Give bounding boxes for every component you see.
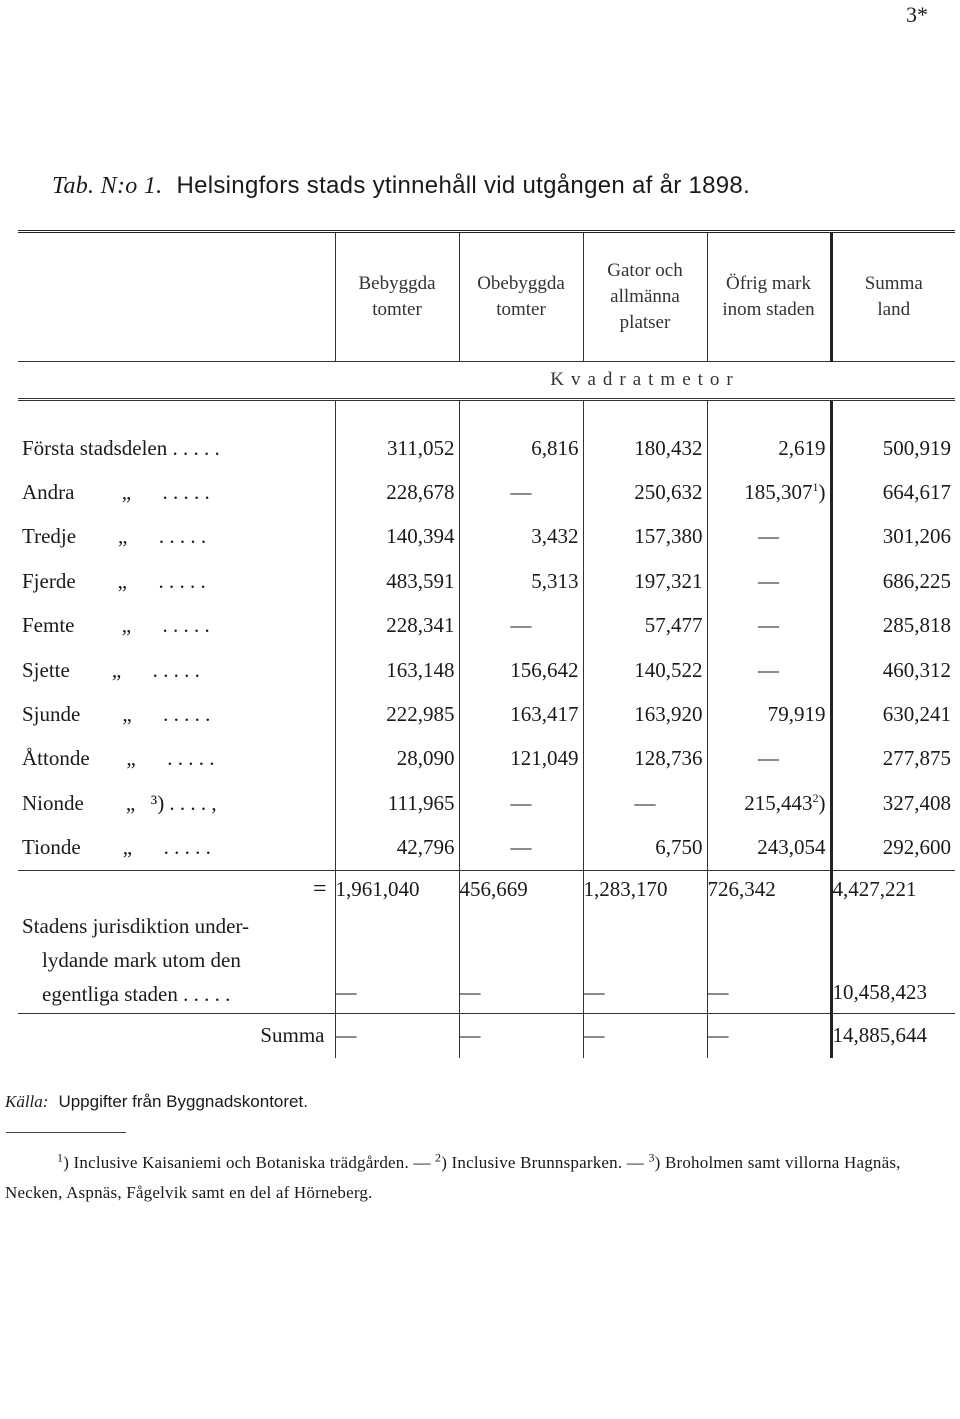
table-cell: — xyxy=(583,909,707,1014)
table-cell: 10,458,423 xyxy=(831,909,955,1014)
table-cell: 140,522 xyxy=(583,648,707,692)
table-row xyxy=(18,559,955,603)
header-obebyggda xyxy=(459,232,583,362)
sum-row xyxy=(18,870,955,909)
header-text: Summa land xyxy=(864,273,923,320)
footnote-2-mark: 2 xyxy=(435,1150,442,1165)
row-label: Femte „ . . . . . xyxy=(22,613,210,638)
header-blank xyxy=(18,232,335,362)
table-cell: 311,052 xyxy=(335,426,459,470)
source-text: Uppgifter från Byggnadskontoret. xyxy=(58,1092,308,1111)
page-number: 3* xyxy=(906,2,928,27)
table-cell: — xyxy=(583,781,707,825)
header-text: Obebyggda tomter xyxy=(477,273,565,320)
footnote-2-text: Inclusive Brunnsparken. — xyxy=(451,1153,644,1172)
area-table xyxy=(18,230,955,1058)
table-cell: 1,961,040 xyxy=(335,870,459,909)
table-cell: 156,642 xyxy=(459,648,583,692)
row-label: Nionde „ ³) . . . . , xyxy=(22,790,217,815)
table-cell: 180,432 xyxy=(583,426,707,470)
footnote-3-text: Broholmen samt villorna Hagnäs, Necken, Aspnäs, Fågelvik samt en del af Hörneberg. xyxy=(5,1153,901,1202)
grand-total-row xyxy=(18,1013,955,1058)
header-bebyggda xyxy=(335,232,459,362)
table-cell: 28,090 xyxy=(335,737,459,781)
table-cell: 163,920 xyxy=(583,692,707,736)
footnote-ref: 2 xyxy=(812,790,819,805)
table-cell: — xyxy=(707,909,831,1014)
footnote-rule xyxy=(6,1132,126,1133)
table-cell: 6,750 xyxy=(583,826,707,871)
title-text: Helsingfors stads ytinnehåll vid utgången af år 1898. xyxy=(176,172,751,199)
unit-blank xyxy=(18,362,335,400)
table-row xyxy=(18,692,955,736)
table-cell: 111,965 xyxy=(335,781,459,825)
row-label: Andra „ . . . . . xyxy=(22,480,210,505)
row-label: Åttonde „ . . . . . xyxy=(22,746,215,771)
table-cell: 2,619 xyxy=(707,426,831,470)
table-cell: 228,341 xyxy=(335,604,459,648)
source-label: Källa: xyxy=(5,1092,49,1111)
table-row xyxy=(18,470,955,514)
header-text: Gator och allmänna platser xyxy=(607,260,683,333)
table-cell: 42,796 xyxy=(335,826,459,871)
source-note xyxy=(5,1092,308,1112)
table-cell: — xyxy=(707,1013,831,1058)
table-cell: — xyxy=(459,1013,583,1058)
table-number: Tab. N:o 1. xyxy=(52,173,163,199)
table-cell: 163,417 xyxy=(459,692,583,736)
table-cell: 79,919 xyxy=(707,692,831,736)
table-cell: 121,049 xyxy=(459,737,583,781)
table-cell: 5,313 xyxy=(459,559,583,603)
table-cell: — xyxy=(707,648,831,692)
table-cell: 686,225 xyxy=(831,559,955,603)
jurisdiction-label: Stadens jurisdiktion under- lydande mark utom den egentliga staden . . . . . xyxy=(22,913,250,1006)
header-summa xyxy=(831,232,955,362)
table-cell: 197,321 xyxy=(583,559,707,603)
row-label: Fjerde „ . . . . . xyxy=(22,568,206,593)
table-cell: — xyxy=(707,737,831,781)
jurisdiction-row xyxy=(18,909,955,1014)
table-cell: 57,477 xyxy=(583,604,707,648)
table-row xyxy=(18,515,955,559)
table-cell: 664,617 xyxy=(831,470,955,514)
table-cell: — xyxy=(459,781,583,825)
table-row xyxy=(18,604,955,648)
table-cell: 6,816 xyxy=(459,426,583,470)
table-row xyxy=(18,781,955,825)
unit-row xyxy=(18,362,955,400)
table-cell: 222,985 xyxy=(335,692,459,736)
grand-total-label: Summa xyxy=(18,1013,335,1058)
table-cell: 277,875 xyxy=(831,737,955,781)
table-cell: 14,885,644 xyxy=(831,1013,955,1058)
table-cell: 1,283,170 xyxy=(583,870,707,909)
table-cell: — xyxy=(459,604,583,648)
row-label: Sjunde „ . . . . . xyxy=(22,702,211,727)
table-cell: — xyxy=(459,470,583,514)
table-cell: 630,241 xyxy=(831,692,955,736)
row-label: Sjette „ . . . . . xyxy=(22,657,200,682)
header-text: Bebyggda tomter xyxy=(358,273,436,320)
table-cell: — xyxy=(583,1013,707,1058)
table-cell: 460,312 xyxy=(831,648,955,692)
table-cell: 456,669 xyxy=(459,870,583,909)
table-cell: — xyxy=(707,559,831,603)
unit-label: Kvadratmetor xyxy=(335,362,955,400)
table-row xyxy=(18,737,955,781)
table-cell: 185,307$^1$) xyxy=(707,470,831,514)
header-ofrig xyxy=(707,232,831,362)
table-cell: 250,632 xyxy=(583,470,707,514)
footnote-1-text: Inclusive Kaisaniemi och Botaniska trädgården. — xyxy=(73,1153,431,1172)
footnote-3-mark: 3 xyxy=(648,1150,655,1165)
table-row xyxy=(18,826,955,871)
table-row xyxy=(18,426,955,470)
table-cell: 285,818 xyxy=(831,604,955,648)
table-cell: 243,054 xyxy=(707,826,831,871)
table-cell: — xyxy=(707,515,831,559)
table-cell: — xyxy=(459,826,583,871)
table-cell: — xyxy=(459,909,583,1014)
table-cell: 292,600 xyxy=(831,826,955,871)
table-cell: 726,342 xyxy=(707,870,831,909)
table-cell: 157,380 xyxy=(583,515,707,559)
table-cell: 327,408 xyxy=(831,781,955,825)
table-cell: — xyxy=(335,909,459,1014)
row-label: Tredje „ . . . . . xyxy=(22,524,207,549)
table-row xyxy=(18,648,955,692)
row-label: Första stadsdelen . . . . . xyxy=(22,435,220,460)
footnotes: $^1$) Inclusive Kaisaniemi och Botaniska trädgården. — $^2$) Inclusive Brunnsparken. — $^3$) Broholmen samt villorna Hagnäs, Necken, Aspnäs, Fågelvik samt en del af Hörneberg. xyxy=(5,1150,901,1202)
table-cell: 215,443$^2$) xyxy=(707,781,831,825)
sum-symbol: = xyxy=(18,870,335,909)
table-cell: — xyxy=(707,604,831,648)
table-cell: 3,432 xyxy=(459,515,583,559)
table-cell: 500,919 xyxy=(831,426,955,470)
table-cell: 163,148 xyxy=(335,648,459,692)
table-cell: 128,736 xyxy=(583,737,707,781)
table-cell: 228,678 xyxy=(335,470,459,514)
table-cell: 301,206 xyxy=(831,515,955,559)
table-cell: 4,427,221 xyxy=(831,870,955,909)
row-label: Tionde „ . . . . . xyxy=(22,835,211,860)
spacer-row xyxy=(18,400,955,427)
header-text: Öfrig mark inom staden xyxy=(722,273,815,320)
table-cell: — xyxy=(335,1013,459,1058)
footnote-ref: 1 xyxy=(812,480,819,495)
header-gator xyxy=(583,232,707,362)
footnote-1-mark: 1 xyxy=(57,1150,64,1165)
table-cell: 483,591 xyxy=(335,559,459,603)
table-cell: 140,394 xyxy=(335,515,459,559)
page-title xyxy=(52,172,750,200)
header-row xyxy=(18,232,955,362)
